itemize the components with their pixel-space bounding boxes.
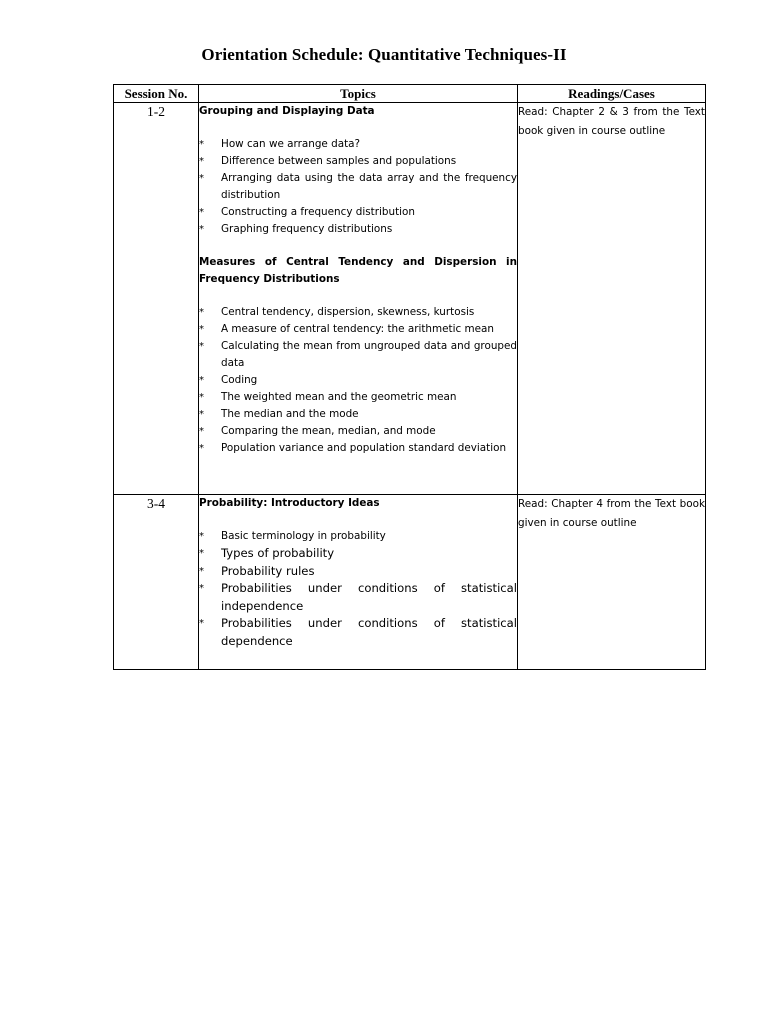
bullet-star-icon: * [199,565,204,577]
list-item: * A measure of central tendency: the arithmetic mean [199,321,517,338]
section-heading: Grouping and Displaying Data [199,105,375,117]
list-item: * Arranging data using the data array and the frequency distribution [199,172,517,201]
bullet-star-icon: * [199,341,204,352]
readings-cell: Read: Chapter 4 from the Text book given in course outline [518,495,706,670]
list-item: * The weighted mean and the geometric mean [199,389,517,406]
bullet-star-icon: * [199,224,204,235]
list-item: * Types of probability [199,545,517,563]
list-item: * Comparing the mean, median, and mode [199,423,517,440]
header-session: Session No. [114,85,199,103]
list-item: * Coding [199,372,517,389]
bullet-star-icon: * [199,307,204,318]
list-item: * Population variance and population standard deviation [199,440,517,457]
bullet-star-icon: * [199,426,204,437]
header-row [114,85,706,103]
section-heading: Measures of Central Tendency and Dispersion in Frequency Distributions [199,256,517,285]
list-item: * Calculating the mean from ungrouped data and grouped data [199,340,517,369]
section-heading: Probability: Introductory Ideas [199,497,380,509]
topics-cell [199,103,518,495]
topic-list [199,528,517,650]
bullet-star-icon: * [199,173,204,184]
bullet-star-icon: * [199,548,204,559]
topic-list [199,136,517,238]
session-number: 3-4 [114,495,199,670]
bullet-star-icon: * [199,324,204,335]
list-item: * Basic terminology in probability [199,528,517,545]
list-item: * How can we arrange data? [199,136,517,153]
bullet-star-icon: * [199,207,204,218]
topic-list [199,304,517,457]
bullet-star-icon: * [199,156,204,167]
table-row [114,103,706,495]
bullet-star-icon: * [199,409,204,420]
bullet-star-icon: * [199,392,204,403]
table-row [114,495,706,670]
list-item: * Central tendency, dispersion, skewness, kurtosis [199,304,517,321]
topics-cell [199,495,518,670]
bullet-star-icon: * [199,139,204,150]
header-topics: Topics [199,85,518,103]
bullet-star-icon: * [199,443,204,454]
list-item: * Graphing frequency distributions [199,221,517,238]
header-readings: Readings/Cases [518,85,706,103]
list-item: * Constructing a frequency distribution [199,204,517,221]
list-item: * Probabilities under conditions of statistical independence [199,581,517,613]
list-item: * The median and the mode [199,406,517,423]
bullet-star-icon: * [199,531,204,542]
bullet-star-icon: * [199,375,204,386]
session-number: 1-2 [114,103,199,495]
bullet-star-icon: * [199,583,204,594]
readings-cell: Read: Chapter 2 & 3 from the Text book given in course outline [518,103,706,495]
page-title: Orientation Schedule: Quantitative Techniques-II [201,45,567,64]
bullet-star-icon: * [199,618,204,629]
list-item: * Probabilities under conditions of statistical dependence [199,616,517,648]
list-item: * Difference between samples and populations [199,153,517,170]
list-item: * Probability rules [199,563,517,581]
schedule-table [113,84,706,670]
